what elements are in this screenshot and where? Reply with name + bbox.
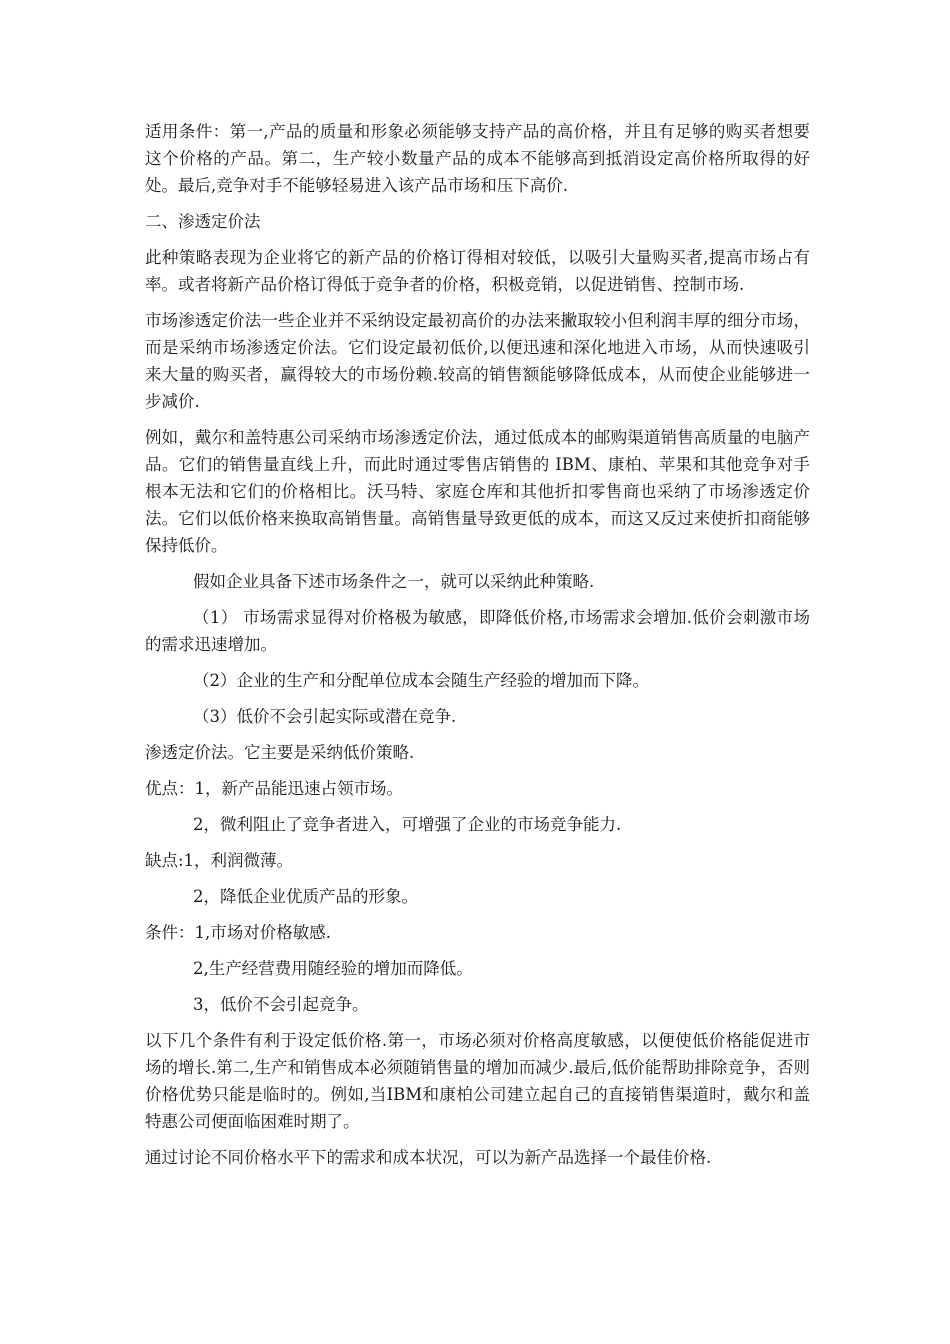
requirement-item-1: 条件：1,市场对价格敏感. <box>145 923 331 942</box>
paragraph-conditions-intro: 假如企业具备下述市场条件之一，就可以采纳此种策略. <box>193 572 595 591</box>
paragraph-market-penetration: 市场渗透定价法一些企业并不采纳设定最初高价的办法来撇取较小但利润丰厚的细分市场，而是采纳市场渗透定价法。它们设定最初低价,以便迅速和深化地进入市场，从而快速吸引来大量的购买者，赢得较大的市场份赖.较高的销售额能够降低成本，从而使企业能够进一步减价. <box>145 311 810 411</box>
paragraph-strategy-description: 此种策略表现为企业将它的新产品的价格订得相对较低，以吸引大量购买者,提高市场占有率。或者将新产品价格订得低于竞争者的价格，积极竞销，以促进销售、控制市场. <box>145 248 810 294</box>
disadvantage-item-2: 2，降低企业优质产品的形象。 <box>193 887 418 906</box>
condition-item-3: （3）低价不会引起实际或潜在竞争. <box>193 707 457 726</box>
condition-item-2: （2）企业的生产和分配单位成本会随生产经验的增加而下降。 <box>193 671 649 690</box>
paragraph-example-dell-gateway: 例如，戴尔和盖特惠公司采纳市场渗透定价法，通过低成本的邮购渠道销售高质量的电脑产品。它们的销售量直线上升，而此时通过零售店销售的 IBM、康柏、苹果和其他竞争对手根本无法和它们的价格相比。沃马特、家庭仓库和其他折扣零售商也采纳了市场渗透定价法。它们以低价格来换取高销售量。高销售量导致更低的成本，而这又反过来使折扣商能够保持低价。 <box>145 428 810 555</box>
requirement-item-3: 3，低价不会引起竞争。 <box>193 995 369 1014</box>
paragraph-low-price-conditions: 以下几个条件有利于设定低价格.第一，市场必须对价格高度敏感，以便使低价格能促进市场的增长.第二,生产和销售成本必须随销售量的增加而减少.最后,低价能帮助排除竞争，否则价格优势只能是临时的。例如,当IBM和康柏公司建立起自己的直接销售渠道时，戴尔和盖特惠公司便面临困难时期了。 <box>145 1031 810 1131</box>
paragraph-applicable-conditions: 适用条件：第一,产品的质量和形象必须能够支持产品的高价格，并且有足够的购买者想要这个价格的产品。第二，生产较小数量产品的成本不能够高到抵消设定高价格所取得的好处。最后,竞争对手不能够轻易进入该产品市场和压下高价. <box>145 122 810 195</box>
condition-item-1: （1） 市场需求显得对价格极为敏感，即降低价格,市场需求会增加.低价会刺激市场的需求迅速增加。 <box>145 608 810 654</box>
requirement-item-2: 2,生产经营费用随经验的增加而降低。 <box>193 959 473 978</box>
advantage-item-2: 2，微利阻止了竞争者进入，可增强了企业的市场竞争能力. <box>193 815 622 834</box>
disadvantage-item-1: 缺点:1，利润微薄。 <box>145 851 294 870</box>
advantage-item-1: 优点：1，新产品能迅速占领市场。 <box>145 779 403 798</box>
section-heading-penetration-pricing: 二、渗透定价法 <box>145 212 261 231</box>
paragraph-optimal-price: 通过讨论不同价格水平下的需求和成本状况，可以为新产品选择一个最佳价格. <box>145 1148 712 1167</box>
document-body <box>145 118 810 1180</box>
paragraph-penetration-summary: 渗透定价法。它主要是采纳低价策略. <box>145 743 415 762</box>
